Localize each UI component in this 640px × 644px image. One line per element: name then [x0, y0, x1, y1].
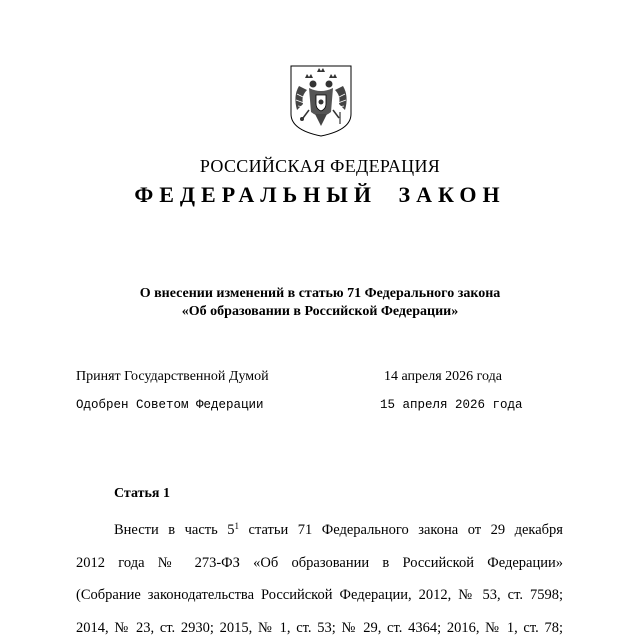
document-type-heading: ФЕДЕРАЛЬНЫЙ ЗАКОН [0, 182, 640, 208]
duma-date: 14 апреля 2026 года [384, 369, 502, 385]
council-label: Одобрен Советом Федерации [76, 398, 264, 412]
country-heading: РОССИЙСКАЯ ФЕДЕРАЦИЯ [0, 156, 640, 177]
coat-of-arms-icon [289, 64, 353, 138]
article-line: 2014, № 23, ст. 2930; 2015, № 1, ст. 53; № 29, ст. 4364; 2016, № 1, ст. 78; [76, 612, 563, 644]
article-line: Внести в часть $5^1$ статьи 71 Федерального закона от 29 декабря [76, 514, 563, 547]
law-title [60, 285, 580, 321]
article-body [76, 514, 563, 644]
article-line: (Собрание законодательства Российской Федерации, 2012, № 53, ст. 7598; [76, 579, 563, 612]
superscript: 1 [235, 521, 240, 531]
law-title-line: «Об образовании в Российской Федерации» [60, 303, 580, 321]
article-title: Статья 1 [114, 486, 170, 502]
council-date: 15 апреля 2026 года [380, 398, 523, 412]
law-title-line: О внесении изменений в статью 71 Федерального закона [60, 285, 580, 303]
article-line: 2012 года № 273-ФЗ «Об образовании в Российской Федерации» [76, 547, 563, 580]
duma-label: Принят Государственной Думой [76, 369, 269, 385]
